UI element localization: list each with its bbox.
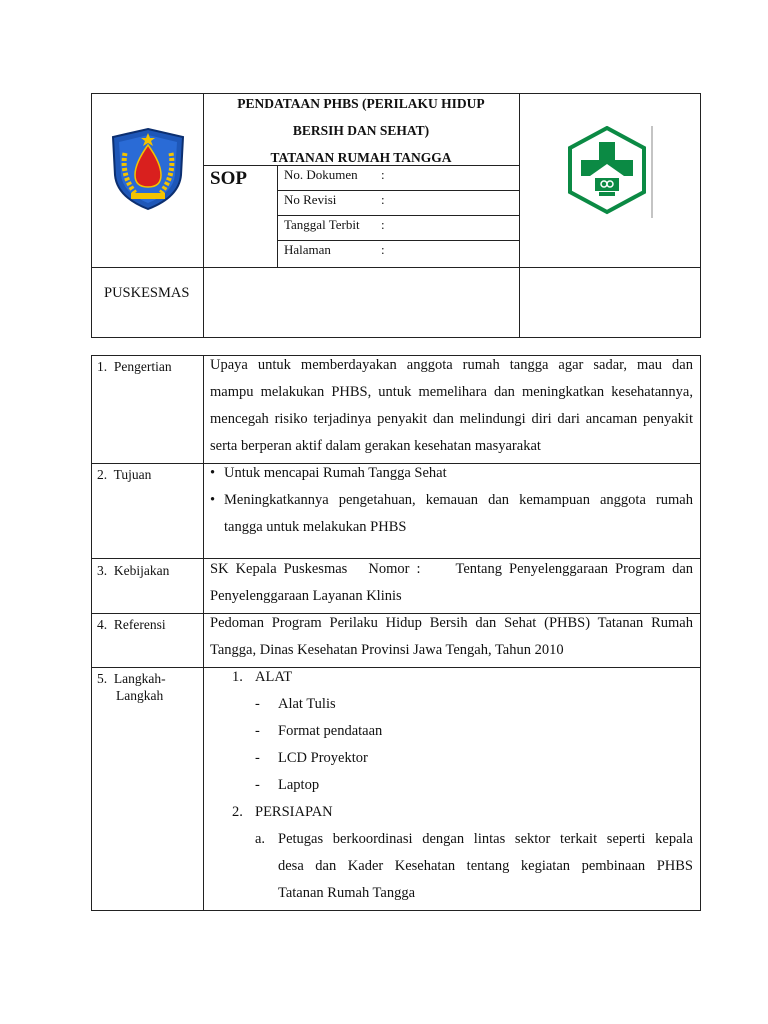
list-number: 2. bbox=[232, 804, 243, 820]
list-letter: a. bbox=[255, 831, 266, 847]
field-sep: : bbox=[381, 242, 385, 257]
referensi-text bbox=[210, 610, 693, 664]
list-item bbox=[210, 745, 693, 772]
divider bbox=[91, 267, 701, 268]
text-line: tangga untuk melakukan PHBS bbox=[224, 519, 407, 535]
field-label: Tanggal Terbit bbox=[284, 217, 360, 232]
item-text: LCD Proyektor bbox=[278, 750, 368, 766]
list-item-sub-a bbox=[210, 826, 693, 907]
item-text: Alat Tulis bbox=[278, 696, 336, 712]
list-item-persiapan bbox=[210, 799, 693, 826]
text-line: Petugas berkoordinasi dengan lintas sektor terkait seperti kepala bbox=[278, 831, 693, 847]
divider bbox=[203, 355, 204, 911]
kebijakan-text bbox=[210, 556, 693, 610]
item-text: Format pendataan bbox=[278, 723, 383, 739]
sop-label: SOP bbox=[210, 168, 247, 189]
title-line: BERSIH DAN SEHAT) bbox=[292, 123, 430, 138]
divider bbox=[277, 215, 519, 216]
regency-emblem-logo bbox=[103, 123, 193, 213]
field-sep: : bbox=[381, 167, 385, 182]
tujuan-list bbox=[210, 460, 693, 541]
text-line: desa dan Kader Kesehatan tentang kegiatan pembinaan PHBS bbox=[278, 858, 693, 874]
dash: - bbox=[255, 696, 260, 712]
row-label-referensi: 4. Referensi bbox=[97, 617, 166, 632]
section-title: PERSIAPAN bbox=[255, 804, 333, 820]
list-item bbox=[210, 460, 693, 487]
field-no-revisi bbox=[284, 192, 336, 208]
text-line: SK Kepala Puskesmas Nomor : Tentang Penyelenggaraan Program dan bbox=[210, 561, 693, 577]
dash: - bbox=[255, 777, 260, 793]
list-number: 1. bbox=[232, 669, 243, 685]
text-line: Untuk mencapai Rumah Tangga Sehat bbox=[224, 465, 447, 481]
divider bbox=[277, 240, 519, 241]
puskesmas-label: PUSKESMAS bbox=[104, 285, 190, 301]
row-label-tujuan: 2. Tujuan bbox=[97, 467, 152, 482]
field-label: Halaman bbox=[284, 242, 331, 257]
text-line: mencegah risiko terjadinya penyakit dan melindungi diri dari ancaman penyakit bbox=[210, 411, 693, 427]
document-title bbox=[206, 90, 516, 171]
field-label: No Revisi bbox=[284, 192, 337, 207]
list-item bbox=[210, 691, 693, 718]
divider bbox=[519, 93, 520, 338]
list-item bbox=[210, 718, 693, 745]
field-halaman bbox=[284, 242, 331, 258]
title-line: TATANAN RUMAH TANGGA bbox=[270, 150, 452, 165]
puskesmas-logo bbox=[566, 126, 656, 218]
list-item-alat bbox=[210, 664, 693, 691]
divider bbox=[203, 93, 204, 338]
title-line: PENDATAAN PHBS (PERILAKU HIDUP bbox=[237, 96, 485, 111]
row-label-kebijakan: 3. Kebijakan bbox=[97, 563, 170, 578]
dash: - bbox=[255, 723, 260, 739]
langkah-content bbox=[210, 664, 693, 907]
text-line: Meningkatkannya pengetahuan, kemauan dan kemampuan anggota rumah bbox=[224, 492, 693, 508]
field-sep: : bbox=[381, 192, 385, 207]
divider bbox=[277, 165, 278, 267]
row-label-langkah bbox=[97, 670, 166, 704]
field-label: No. Dokumen bbox=[284, 167, 358, 182]
bullet-icon: • bbox=[210, 492, 216, 508]
text-line: Penyelenggaraan Layanan Klinis bbox=[210, 588, 402, 604]
field-no-dokumen bbox=[284, 167, 358, 183]
bullet-icon: • bbox=[210, 465, 216, 481]
field-sep: : bbox=[381, 217, 385, 232]
item-text: Laptop bbox=[278, 777, 320, 793]
label-line: Langkah bbox=[116, 688, 164, 703]
field-tanggal-terbit bbox=[284, 217, 360, 233]
text-line: mampu melakukan PHBS, untuk memelihara dan meningkatkan kesehatannya, bbox=[210, 384, 693, 400]
text-line: serta berperan aktif dalam gerakan kesehatan masyarakat bbox=[210, 438, 541, 454]
label-line: 5. Langkah- bbox=[97, 671, 166, 686]
text-line: Tangga, Dinas Kesehatan Provinsi Jawa Tengah, Tahun 2010 bbox=[210, 642, 564, 658]
text-line: Pedoman Program Perilaku Hidup Bersih dan Sehat (PHBS) Tatanan Rumah bbox=[210, 615, 693, 631]
list-item bbox=[210, 772, 693, 799]
dash: - bbox=[255, 750, 260, 766]
list-item bbox=[210, 487, 693, 541]
row-label-pengertian: 1. Pengertian bbox=[97, 359, 172, 374]
divider bbox=[277, 190, 519, 191]
text-line: Upaya untuk memberdayakan anggota rumah tangga agar sadar, mau dan bbox=[210, 357, 693, 373]
pengertian-text bbox=[210, 352, 693, 460]
text-line: Tatanan Rumah Tangga bbox=[278, 885, 416, 901]
section-title: ALAT bbox=[255, 669, 293, 685]
